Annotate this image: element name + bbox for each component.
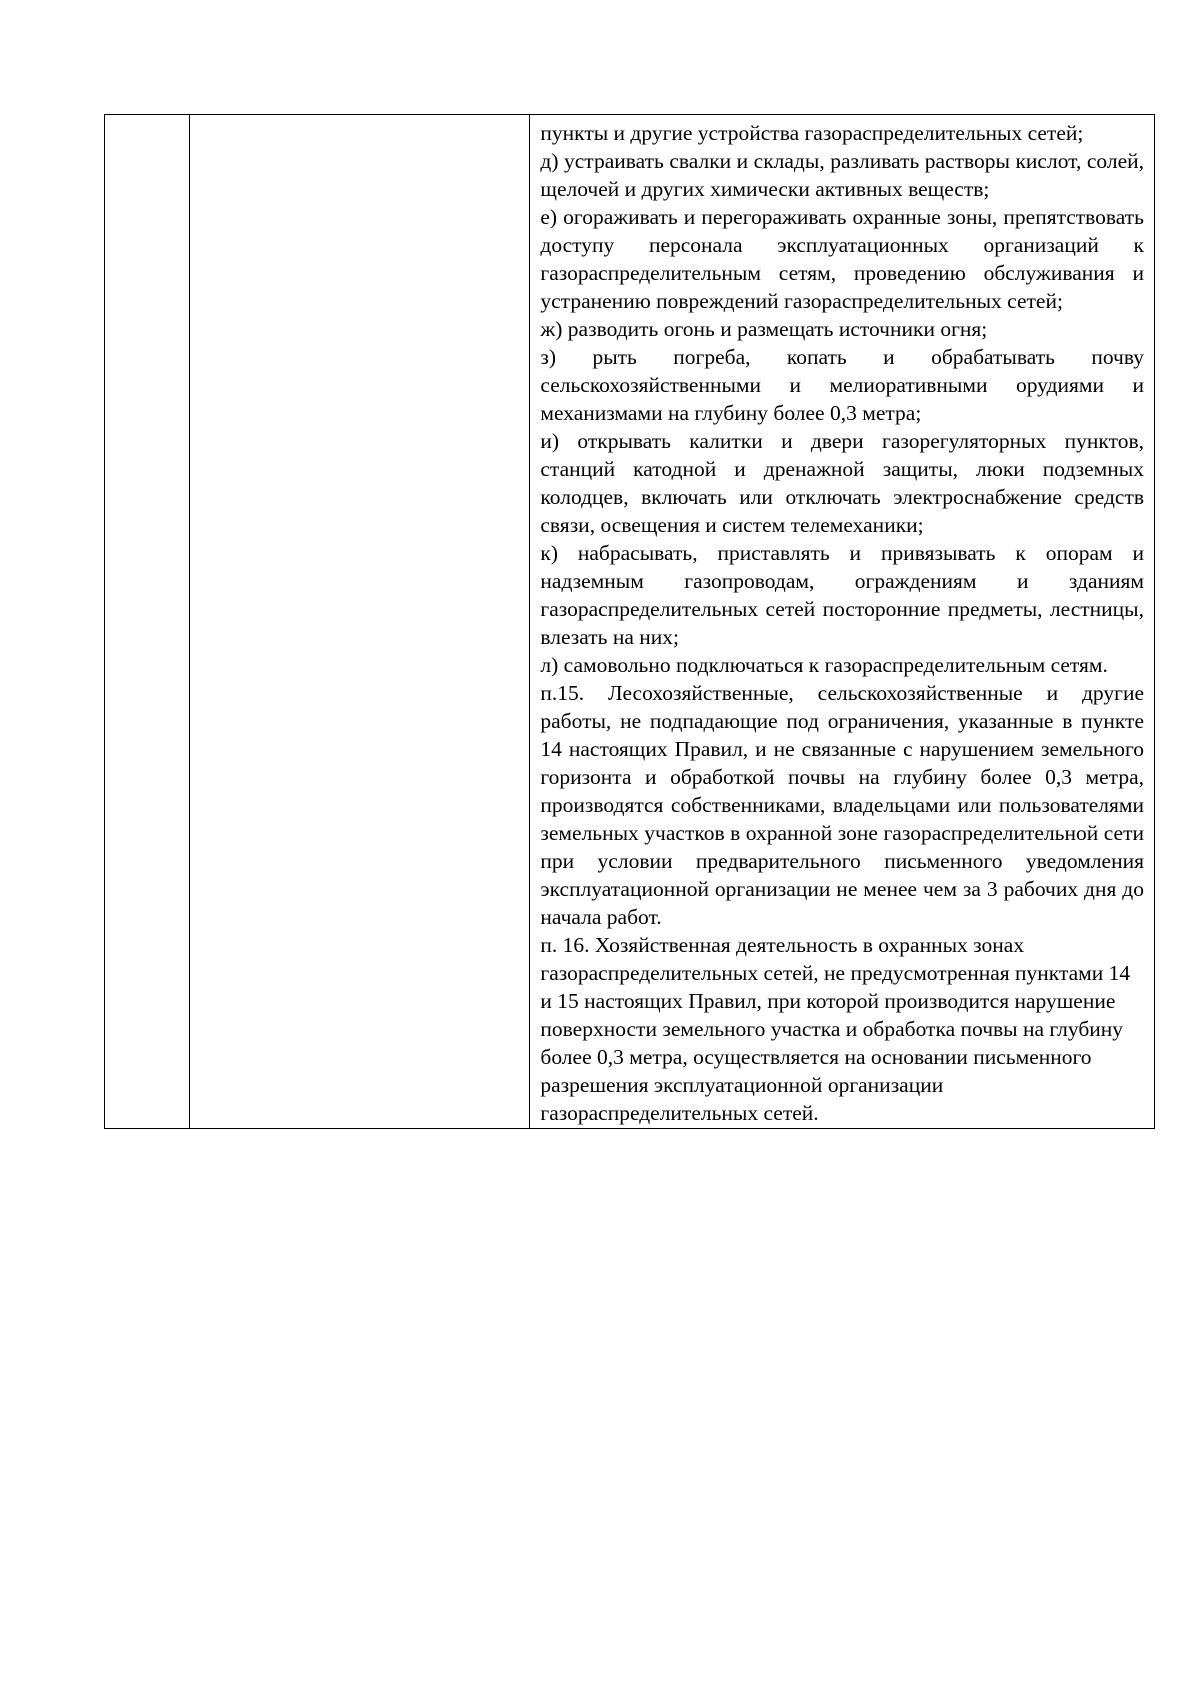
- table-row: [105, 115, 1155, 1129]
- paragraph: е) огораживать и перегораживать охранные зоны, препятствовать доступу персонала эксплуатационных организаций к газораспределительным сетям, проведению обслуживания и устранению повреждений газораспределительных сетей;: [540, 205, 1144, 313]
- paragraph: к) набрасывать, приставлять и привязывать к опорам и надземным газопроводам, ограждениям и зданиям газораспределительных сетей посторонние предметы, лестницы, влезать на них;: [540, 541, 1144, 649]
- cell-content: [530, 115, 1155, 1129]
- paragraph: пункты и другие устройства газораспределительных сетей;: [540, 121, 1084, 145]
- paragraph: п. 16. Хозяйственная деятельность в охранных зонах газораспределительных сетей, не предусмотренная пунктами 14 и 15 настоящих Правил, при которой производится нарушение поверхности земельного участка и обработка почвы на глубину более 0,3 метра, осуществляется на основании письменного разрешения эксплуатационной организации газораспределительных сетей.: [540, 933, 1131, 1125]
- paragraph: д) устраивать свалки и склады, разливать растворы кислот, солей, щелочей и других химически активных веществ;: [540, 149, 1144, 201]
- paragraph: л) самовольно подключаться к газораспределительным сетям.: [540, 653, 1108, 677]
- paragraph: п.15. Лесохозяйственные, сельскохозяйственные и другие работы, не подпадающие под ограничения, указанные в пункте 14 настоящих Правил, и не связанные с нарушением земельного горизонта и обработкой почвы на глубину более 0,3 метра, производятся собственниками, владельцами или пользователями земельных участков в охранной зоне газораспределительной сети при условии предварительного письменного уведомления эксплуатационной организации не менее чем за 3 рабочих дня до начала работ.: [540, 681, 1144, 929]
- paragraph: и) открывать калитки и двери газорегуляторных пунктов, станций катодной и дренажной защиты, люки подземных колодцев, включать или отключать электроснабжение средств связи, освещения и систем телемеханики;: [540, 429, 1144, 537]
- paragraph: ж) разводить огонь и размещать источники огня;: [540, 317, 988, 341]
- document-table: [104, 114, 1155, 1129]
- cell-title: [190, 115, 530, 1129]
- cell-number: [105, 115, 190, 1129]
- paragraph: з) рыть погреба, копать и обрабатывать почву сельскохозяйственными и мелиоративными орудиями и механизмами на глубину более 0,3 метра;: [540, 345, 1144, 425]
